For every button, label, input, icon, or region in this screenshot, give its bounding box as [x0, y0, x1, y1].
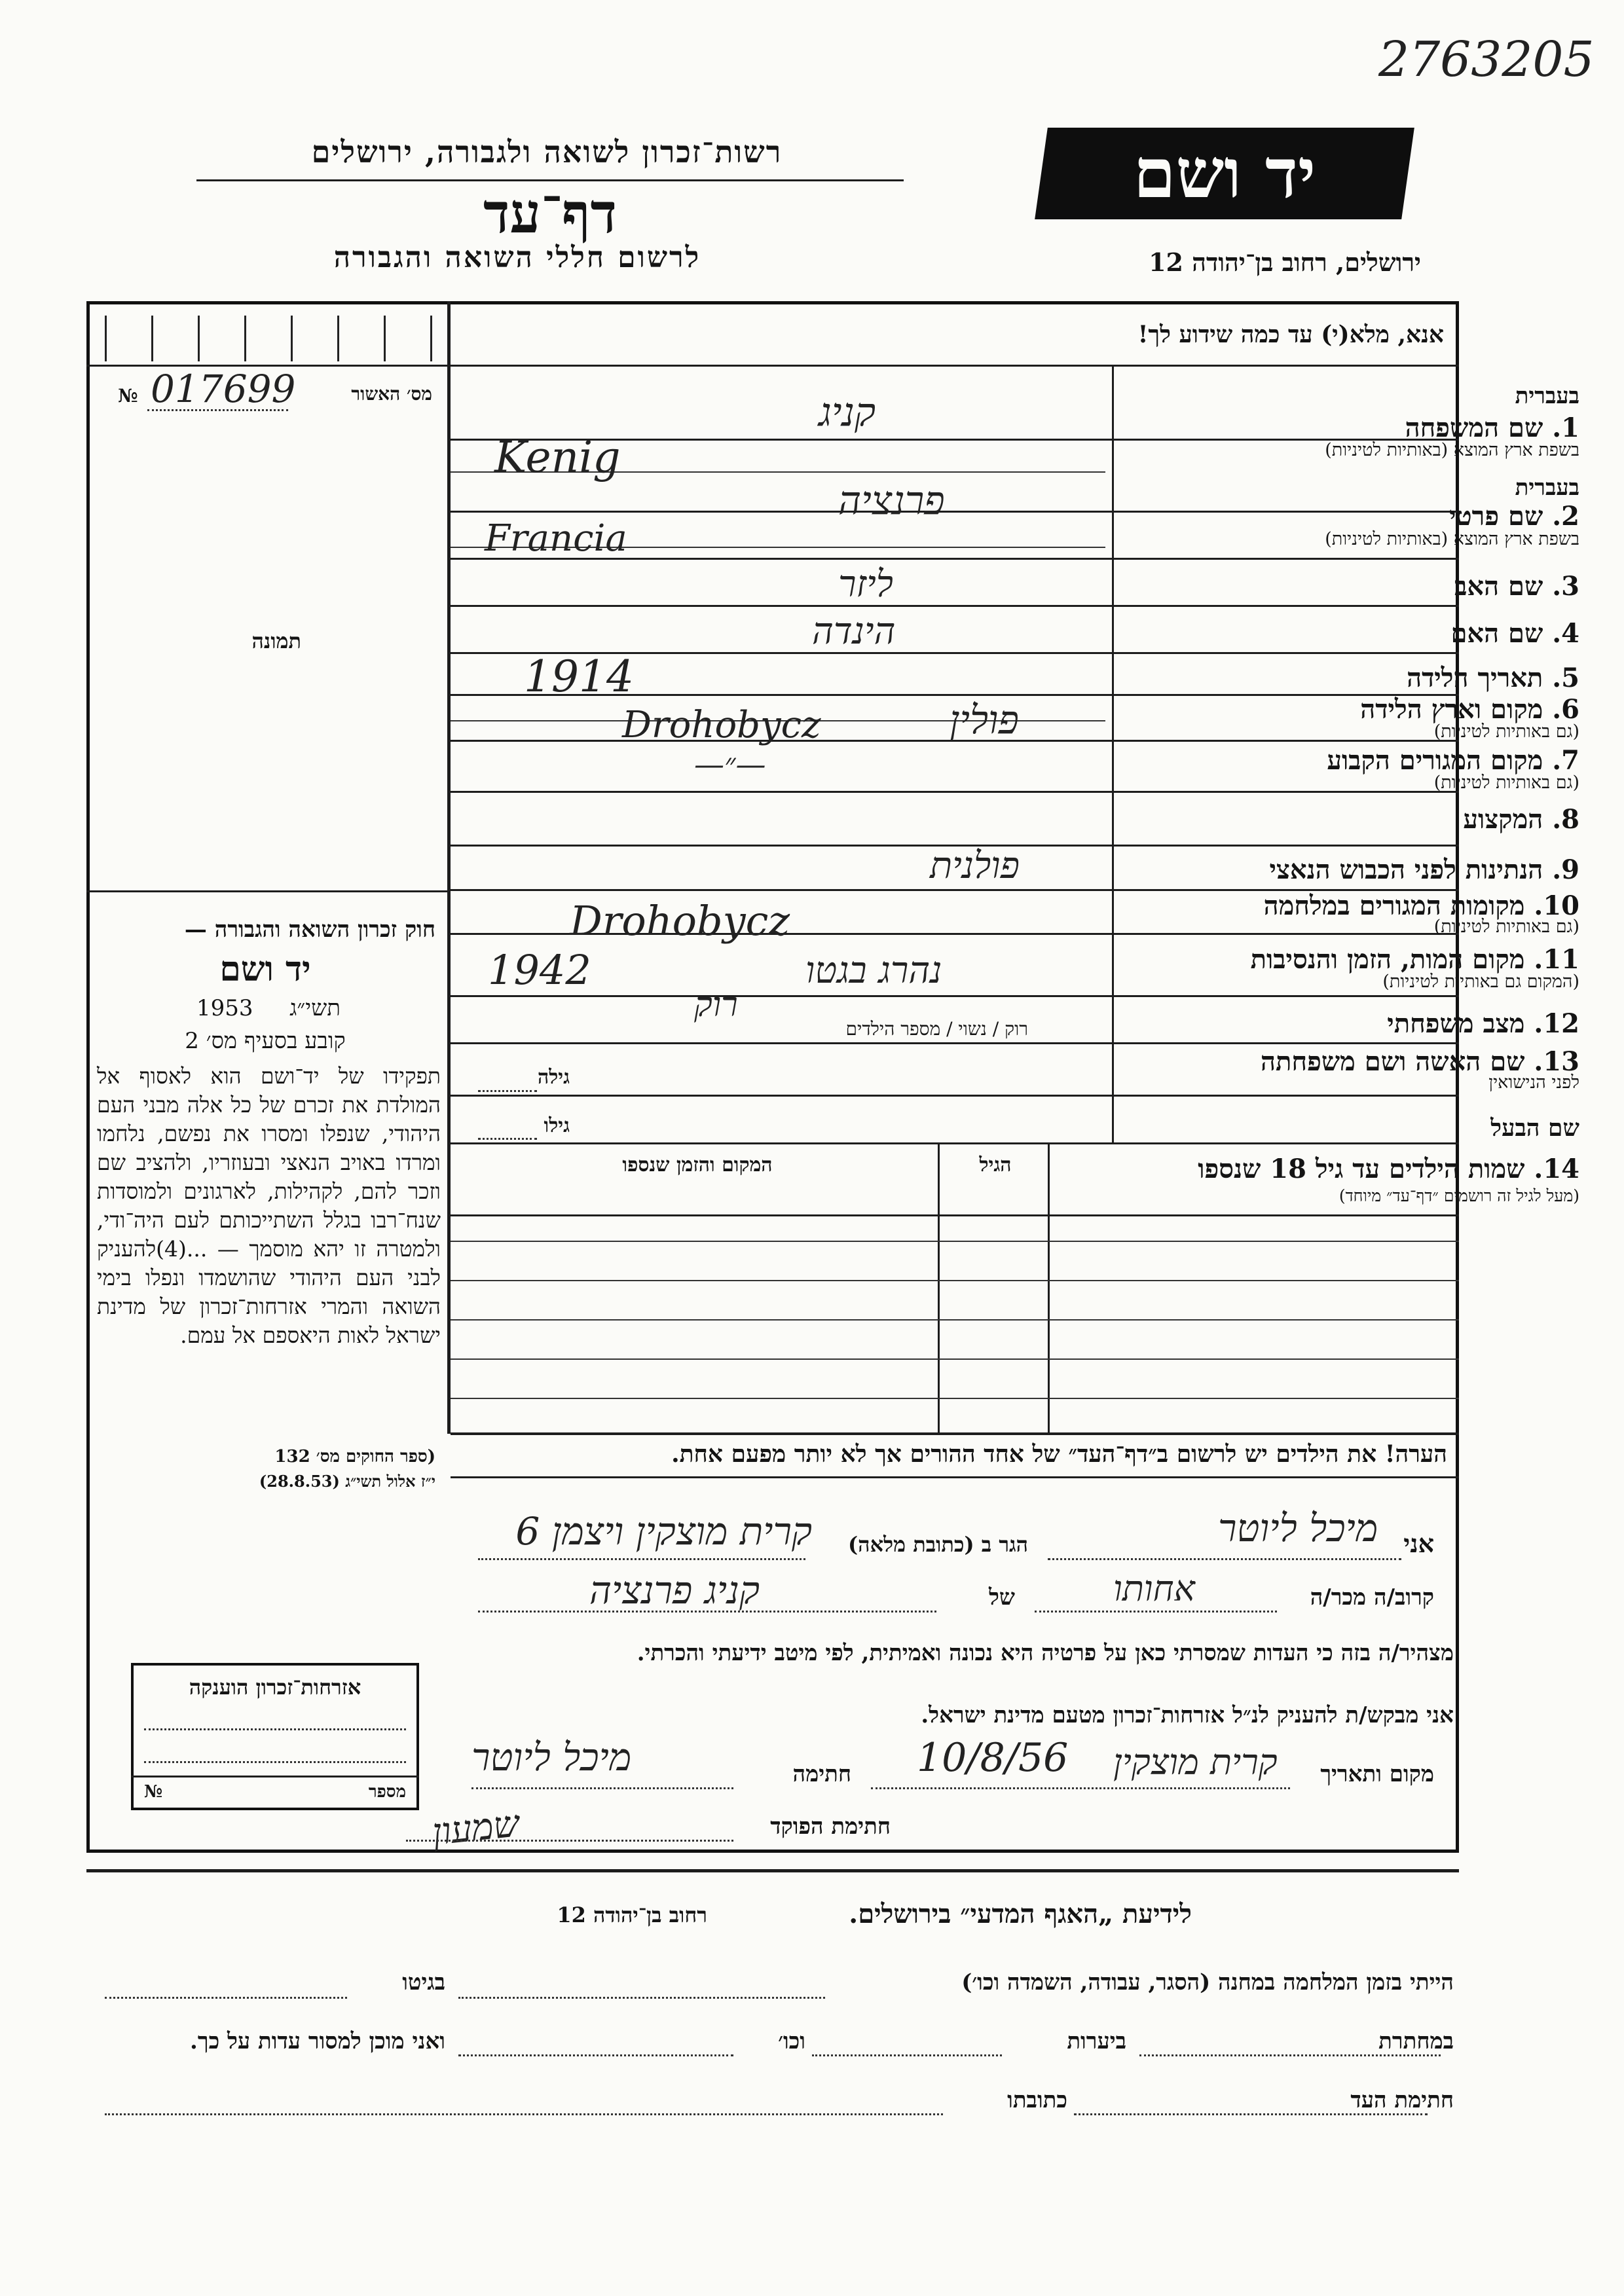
field-4-label: 4. שם האם — [1450, 618, 1579, 649]
archive-number: 2763205 — [1378, 31, 1595, 88]
place-value: קרית מוצקין — [1113, 1741, 1278, 1783]
of-value: קניג פרנציה — [589, 1568, 760, 1613]
field-7-label: 7. מקום המגורים הקבוע — [1327, 745, 1579, 776]
law-title: חוק זכרון השואה והגבורה — — [184, 917, 435, 943]
field-12-value: רוק — [694, 985, 738, 1025]
field-7-sub: (גם באותיות לטיניות) — [1433, 773, 1579, 793]
field-5-label: 5. תאריך הלידה — [1407, 663, 1579, 693]
bottom-title: לידיעת „האגף המדעי״ בירושלים. — [849, 1899, 1192, 1929]
field-11-year: 1942 — [488, 946, 591, 994]
photo-label: תמונה — [251, 629, 301, 653]
etc-label: וכו׳ — [778, 2028, 805, 2054]
field-6-value: Drohobycz — [622, 704, 821, 746]
note-text: הערה! את הילדים יש לרשום ב״דף־העד״ של אחד ההורים אך לא יותר מפעם אחת. — [671, 1440, 1447, 1468]
hebrew-tag-2: בעברית — [1515, 475, 1579, 501]
code-boxes — [105, 316, 432, 361]
field-8-label: 8. המקצוע — [1463, 804, 1579, 835]
address-label: כתובתו — [1007, 2087, 1067, 2113]
field-12-label: 12. מצב משפחתי — [1387, 1008, 1579, 1039]
field-14-sub: (מעל לגיל זה רושמים ״דף־עד״ מיוחד) — [1338, 1186, 1579, 1205]
field-9-label: 9. הנתינות לפני הכבוש הנאצי — [1269, 854, 1579, 885]
form-subtitle: לרשום חללי השואה והגבורה — [333, 241, 701, 274]
date-value: 10/8/56 — [917, 1735, 1069, 1781]
citizenship-number-prefix: № — [144, 1782, 163, 1802]
field-6-hebrew-value: פולין — [950, 697, 1019, 743]
law-ref-1: (ספר החוקים מס׳ 132 — [274, 1447, 435, 1467]
field-1-sub: בשפת ארץ המוצא (באותיות לטיניות) — [1325, 440, 1579, 460]
field-11-value: נהרג בגטו — [805, 949, 942, 992]
officer-label: חתימת הפוקד — [770, 1813, 891, 1840]
field-1-title: 1. שם המשפחה — [1405, 412, 1579, 443]
field-9-value: פולנית — [930, 845, 1020, 887]
approval-prefix: № — [118, 385, 138, 407]
witness-signature-label: חתימת העד — [1350, 2087, 1454, 2113]
age-wife-label: גילה — [537, 1066, 570, 1089]
address-value: קרית מוצקין ויצמן 6 — [515, 1509, 812, 1554]
field-13-label: 13. שם האשה ושם משפחתה — [1261, 1046, 1579, 1077]
ready-to-testify: ואני מוכן למסור עדות על כך. — [190, 2028, 445, 2054]
forests-label: ביערות — [1067, 2028, 1126, 2054]
form-title: דף־עד — [483, 181, 617, 246]
signature-label: חתימה — [792, 1761, 851, 1787]
bottom-address: רחוב בן־יהודה 12 — [557, 1903, 707, 1927]
field-12-options: רוק / נשוי / מספר הילדים — [845, 1018, 1028, 1040]
col-age-header: הגיל — [979, 1154, 1012, 1176]
address: ירושלים, רחוב בן־יהודה 12 — [1149, 247, 1421, 277]
signature-value: מיכל ליוטר — [471, 1735, 632, 1779]
field-1-label — [1405, 412, 1579, 443]
resides-label: הגר ב (כתובת מלאה) — [848, 1532, 1028, 1557]
logo-text: יד ושם — [1133, 133, 1316, 213]
citizenship-number-label: מספר — [368, 1782, 406, 1802]
underground-label: במחתרת — [1378, 2028, 1454, 2054]
approval-label: מס׳ האשור — [351, 383, 432, 405]
place-date-label: מקום ותאריך — [1320, 1761, 1434, 1787]
field-3-value: ליזר — [838, 563, 893, 606]
law-year-hebrew: תשי״ג — [289, 995, 341, 1021]
field-6-label: 6. מקום וארץ הלידה — [1360, 694, 1579, 725]
col-place-header: המקום והזמן שנספו — [622, 1154, 773, 1176]
law-clause: קובע בסעיף מס׳ 2 — [185, 1028, 346, 1054]
approval-number: 017699 — [151, 367, 296, 411]
field-13-sub: לפני הנישואין — [1488, 1072, 1579, 1093]
field-11-sub: (המקום גם באותיות לטיניות) — [1382, 972, 1579, 992]
field-10-label: 10. מקומות המגורים במלחמה — [1263, 890, 1579, 921]
i-label: אני — [1403, 1529, 1434, 1558]
relative-label: קרוב/ה מכר/ה — [1310, 1584, 1434, 1611]
law-year-row — [196, 995, 341, 1021]
field-3-label: 3. שם האב — [1454, 571, 1579, 602]
field-10-value: Drohobycz — [570, 897, 790, 945]
witness-name: מיכל ליוטר — [1218, 1506, 1378, 1550]
field-2-sub: בשפת ארץ המוצא (באותיות לטיניות) — [1325, 529, 1579, 549]
field-6-sub: (גם באותיות לטיניות) — [1433, 721, 1579, 742]
field-1-latin-value: Kenig — [494, 432, 621, 483]
field-14-label: 14. שמות הילדים עד גיל 18 שנספו — [1198, 1154, 1579, 1184]
age-husband-label: גילו — [544, 1114, 570, 1137]
field-2-hebrew-value: פרנציה — [838, 478, 945, 524]
law-name: יד ושם — [219, 949, 311, 989]
field-1-hebrew-value: קניג — [819, 390, 876, 435]
request-text: אני מבקש/ת להעניק לנ״ל אזרחות־זכרון מטעם מדינת ישראל. — [921, 1702, 1454, 1728]
intro-text: אנא, מלא(י) עד כמה שידוע לך! — [1137, 321, 1444, 348]
citizenship-title: אזרחות־זכרון הוענקה — [189, 1675, 361, 1700]
field-7-value: —״— — [694, 746, 766, 782]
bottom-line-1: הייתי בזמן המלחמה במחנה (הסגר, עבודה, השמדה וכו׳) — [961, 1969, 1454, 1995]
field-10-sub: (גם באותיות לטיניות) — [1433, 917, 1579, 937]
of-label: של — [989, 1584, 1015, 1611]
ghetto-label: בגיטו — [402, 1969, 445, 1995]
relation-value: אחותו — [1113, 1568, 1195, 1609]
officer-signature: שמעון — [430, 1802, 522, 1854]
declare-text: מצהיר/ה בזה כי העדות שמסרתי כאן על פרטיה היא נכונה ואמיתית, לפי מיטב ידיעתי והכרתי. — [637, 1640, 1454, 1666]
yad-vashem-logo — [1035, 128, 1414, 219]
law-text: תפקידו של יד־ושם הוא לאסוף אל המולדת את זכרם של כל אלה מבני העם היהודי, שנפלו ומסרו את נפשם, נלחמו ומרדו באויב הנאצי ובעוזריו, ולהציב שם וזכר להם, לקהילות, לארגונים ולמוסדות שנח־רבו בגלל השתייכותם לעם היה־ודי, ולמטרה זו יהא מוסמך — ...(4)להעניק לבני העם היהודי שהושמדו ונפלו בימי השואה והמרי אזרחות־זכרון של מדינת ישראל לאות היאספם אל עמם. — [97, 1063, 441, 1348]
husband-label: שם הבעל — [1490, 1114, 1579, 1142]
field-11-label: 11. מקום המות, הזמן והנסיבות — [1250, 944, 1579, 975]
field-4-value: הינדה — [812, 610, 896, 653]
field-5-value: 1914 — [524, 651, 634, 702]
field-2-label: 2. שם פרטי — [1449, 501, 1579, 532]
law-year: 1953 — [196, 995, 253, 1021]
authority-name: רשות־זכרון לשואה ולגבורה, ירושלים — [311, 134, 783, 170]
hebrew-tag-1: בעברית — [1515, 383, 1579, 409]
field-2-latin-value: Francia — [485, 517, 627, 560]
law-ref-2: י״ז אלול תשי״ג (28.8.53) — [259, 1472, 435, 1491]
